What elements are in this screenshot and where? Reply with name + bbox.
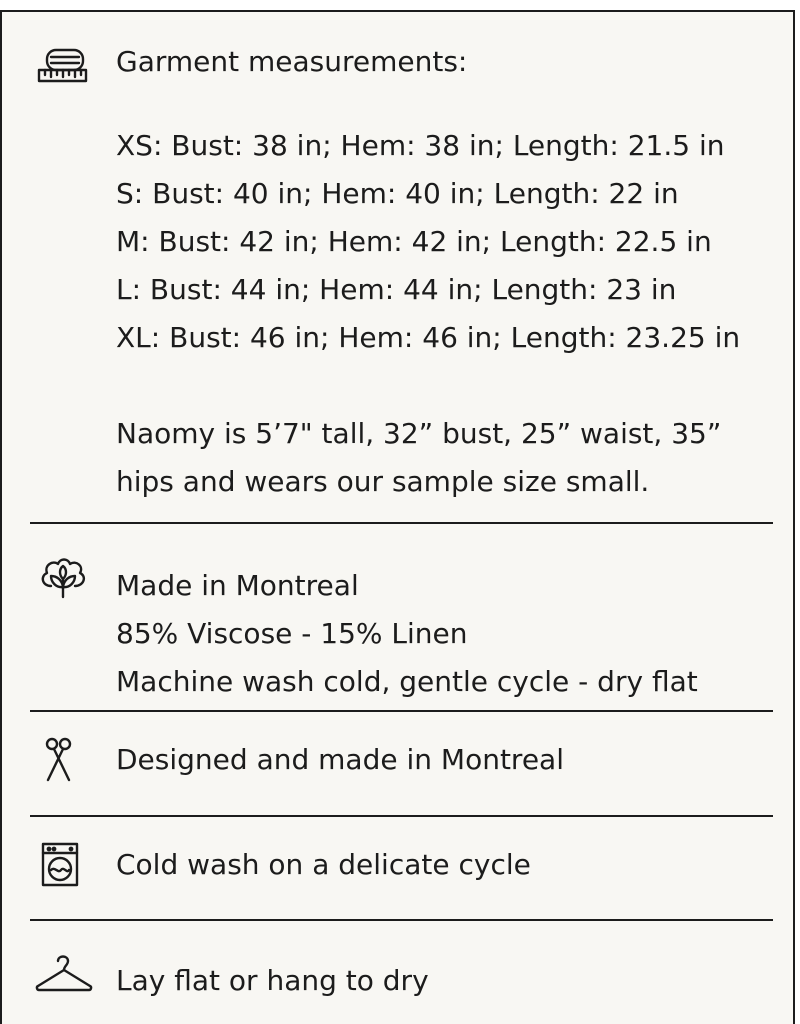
material-line-origin: Made in Montreal (116, 569, 359, 602)
size-row-xs: XS: Bust: 38 in; Hem: 38 in; Length: 21.5 in (116, 129, 725, 162)
size-row-l: L: Bust: 44 in; Hem: 44 in; Length: 23 in (116, 273, 677, 306)
divider (30, 919, 773, 921)
model-note-line-2: hips and wears our sample size small. (116, 465, 650, 498)
divider (30, 710, 773, 712)
wash-text: Cold wash on a delicate cycle (116, 848, 531, 881)
dry-text-wrap (116, 957, 781, 1005)
product-details-panel (0, 10, 795, 1024)
design-text: Designed and made in Montreal (116, 743, 564, 776)
divider (30, 522, 773, 524)
size-row-xl: XL: Bust: 46 in; Hem: 46 in; Length: 23.25 in (116, 321, 741, 354)
dry-text: Lay flat or hang to dry (116, 964, 429, 997)
design-text-wrap (116, 736, 781, 784)
material-line-care: Machine wash cold, gentle cycle - dry flat (116, 665, 698, 698)
hanger-icon (32, 949, 96, 995)
washing-machine-icon (34, 841, 88, 887)
ruler-icon (36, 42, 90, 88)
size-row-s: S: Bust: 40 in; Hem: 40 in; Length: 22 in (116, 177, 679, 210)
material-text (116, 562, 781, 706)
divider (30, 815, 773, 817)
material-line-composition: 85% Viscose - 15% Linen (116, 617, 468, 650)
measurements-heading: Garment measurements: (116, 45, 468, 78)
model-note-line-1: Naomy is 5’7" tall, 32” bust, 25” waist, 35” (116, 417, 722, 450)
scissors-icon (32, 736, 86, 782)
cotton-icon (36, 554, 90, 600)
wash-text-wrap (116, 841, 781, 889)
size-row-m: M: Bust: 42 in; Hem: 42 in; Length: 22.5 in (116, 225, 712, 258)
measurements-text (116, 38, 781, 506)
